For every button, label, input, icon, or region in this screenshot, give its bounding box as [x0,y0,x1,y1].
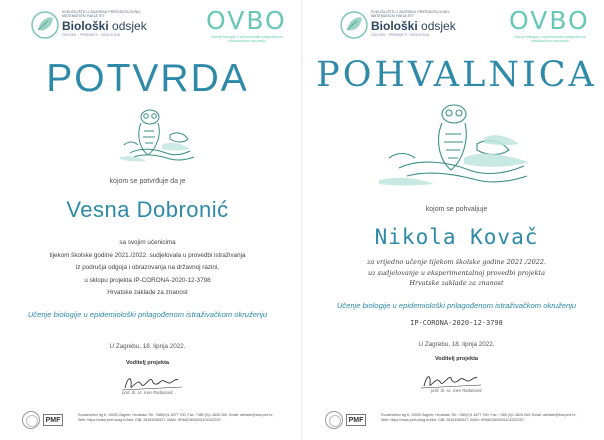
department-subtitle: ODSJEK · PREDMETI · BIOLOGIJA [62,33,121,37]
issue-date: U Zagrebu, 18. lipnja 2022. [109,343,186,350]
body-line: u sklopu projekta IP-CORONA-2020-12-3798 [84,276,211,284]
owl-lizard-illustration-icon [110,105,200,167]
footer [309,411,604,433]
body-line: iz područja odgoja i obrazovanja na državnoj razini, [75,264,220,271]
department-name: Biološki odsjek [62,19,147,33]
biology-leaf-logo-icon [339,10,369,40]
recipient-name: Nikola Kovač [374,225,539,249]
university-seal-icon [22,411,40,429]
certificate-body [309,257,604,289]
body-line: za vrijedno učenje tijekom školske godine 2021./2022. [366,258,547,266]
body-line: uz sudjelovanje u eksperimentalnoj provedbi projekta [367,268,546,277]
body-line: Hrvatske zaklade za znanost [107,289,188,296]
biology-department-logo [339,8,456,42]
page-divider [301,0,303,440]
pmf-logo: PMF [43,414,63,426]
ovbo-wordmark: OVBO [206,6,287,35]
certificate-title: POHVALNICA [316,55,597,95]
recipient-name: Vesna Dobronić [66,197,229,222]
body-line: tijekom školske godine 2021./2022. sudjelovala u provedbi istraživanja [49,251,246,259]
project-title: Učenje biologije u epidemiološki prilagođenom istraživačkom okruženju [27,310,268,319]
leader-name: prof. dr. sc. Ines Radanović [122,390,173,395]
ovbo-wordmark: OVBO [509,6,590,35]
intro-text: kojom se pohvaljuje [425,206,488,213]
issue-date: U Zagrebu, 18. lipnja 2022. [418,341,495,348]
certificate-potvrda [0,0,295,440]
certificate-pohvalnica [309,0,604,440]
university-name: SVEUČILIŠTE U ZAGREBU PRIRODOSLOVNO-MATEMATIČKI FAKULTET [371,10,451,19]
ovbo-caption: Učenje biologije u epidemiološki prilagođenom istraživačkom okruženju [514,35,586,43]
leader-label: Voditelj projekta [434,356,479,362]
project-title: Učenje biologije u epidemiološki prilagođenom istraživačkom okruženju [336,301,577,310]
department-subtitle: ODSJEK · PREDMETI · BIOLOGIJA [371,33,430,37]
pmf-logo: PMF [346,414,366,426]
body-line: sa svojim učenicima [119,239,176,246]
biology-leaf-logo-icon [30,10,60,40]
intro-text: kojom se potvrđuje da je [109,178,186,185]
department-name: Biološki odsjek [371,19,456,33]
certificate-title: POTVRDA [46,57,249,100]
ovbo-caption: Učenje biologije u epidemiološki prilagođenom istraživačkom okruženju [211,35,283,43]
ovbo-logo [509,6,589,46]
footer-address: Rooseveltov trg 6, 10000 Zagreb, Hrvatska; Tel: +385(0)1 4877 700; Fax: +385 (0)1 4826 260; Email: website@biol.pmf.hr; Web: https://www.pmf.unizg.hr/biol; OIB: 28163265527; IBAN: HR6823600001101522220 [381,413,577,422]
ovbo-logo [206,6,286,46]
leader-name: prof. dr. sc. Ines Radanović [431,388,482,393]
body-line: Hrvatske zaklade za znanost [409,279,504,287]
university-name: SVEUČILIŠTE U ZAGREBU PRIRODOSLOVNO-MATEMATIČKI FAKULTET [62,10,142,19]
footer [0,411,295,433]
leader-label: Voditelj projekta [125,360,170,366]
project-code: IP-CORONA-2020-12-3798 [410,319,503,327]
certificate-body [0,237,295,300]
biology-department-logo [30,8,147,42]
footer-address: Rooseveltov trg 6, 10000 Zagreb, Hrvatska; Tel: +385(0)1 4877 700; Fax: +385 (0)1 4826 260; Email: website@biol.pmf.hr; Web: https://www.pmf.unizg.hr/biol; OIB: 28163265527; IBAN: HR6823600001101522220 [78,413,274,422]
university-seal-icon [325,411,343,429]
owl-lizard-illustration-icon [359,98,534,196]
